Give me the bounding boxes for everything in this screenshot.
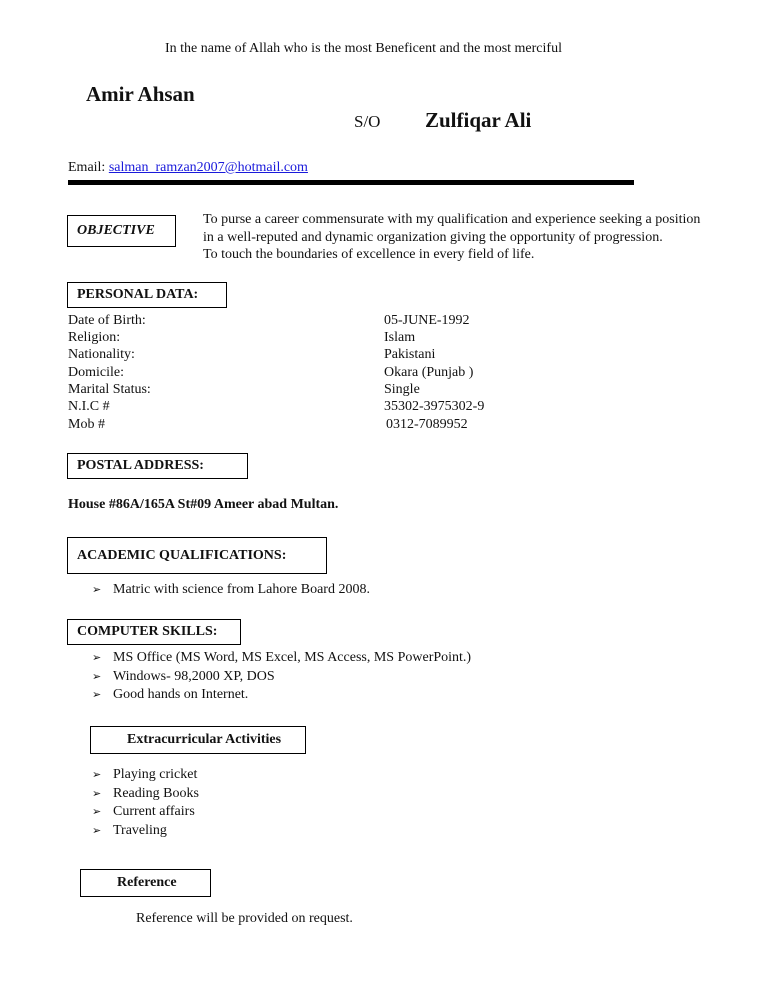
academic-list [92,581,370,600]
bismillah-line: In the name of Allah who is the most Beneficent and the most merciful [165,41,562,56]
row-value: Okara (Punjab ) [384,365,474,380]
arrow-bullet-icon: ➢ [92,652,102,664]
row-value: Single [384,382,420,397]
email-link[interactable]: salman_ramzan2007@hotmail.com [108,160,308,175]
list-item: ➢ Good hands on Internet. [92,686,471,705]
academic-heading: ACADEMIC QUALIFICATIONS: [67,537,327,574]
list-item: ➢ MS Office (MS Word, MS Excel, MS Access, MS PowerPoint.) [92,649,471,668]
personal-row-dob [68,312,518,329]
email-line [68,160,308,176]
list-item: ➢ Reading Books [92,785,199,804]
row-label: Religion: [68,330,121,345]
personal-row-nic [68,398,518,415]
personal-data-heading: PERSONAL DATA: [67,282,227,308]
personal-row-nationality [68,346,518,363]
extracurricular-list [92,766,199,841]
personal-row-mobile [68,416,518,433]
row-value: Islam [384,330,416,345]
computer-skills-heading: COMPUTER SKILLS: [67,619,241,645]
row-label: Domicile: [68,365,124,380]
son-of-label: S/O [354,112,381,131]
arrow-bullet-icon: ➢ [92,584,102,596]
row-value: 0312-7089952 [386,417,468,432]
postal-address-heading: POSTAL ADDRESS: [67,453,248,479]
objective-line: To purse a career commensurate with my qualification and experience seeking a position [203,212,701,227]
row-label: Nationality: [68,347,135,362]
row-value: 05-JUNE-1992 [384,313,470,328]
objective-heading: OBJECTIVE [67,215,176,247]
arrow-bullet-icon: ➢ [92,670,102,683]
row-label: Mob # [68,417,105,432]
list-item: ➢ Current affairs [92,803,199,822]
reference-text: Reference will be provided on request. [136,911,353,926]
row-value: Pakistani [384,347,436,362]
postal-address-text: House #86A/165A St#09 Ameer abad Multan. [68,497,339,512]
personal-row-marital [68,381,518,398]
arrow-bullet-icon: ➢ [92,825,102,838]
row-label: Marital Status: [68,382,151,397]
list-item: ➢ Windows- 98,2000 XP, DOS [92,668,471,687]
arrow-bullet-icon: ➢ [92,806,102,819]
row-label: N.I.C # [68,399,110,414]
email-label: Email: [68,160,106,175]
objective-text [203,211,700,264]
list-item: ➢ Traveling [92,822,199,841]
father-name: Zulfiqar Ali [425,108,532,132]
personal-row-religion [68,329,518,346]
computer-skills-list [92,649,471,705]
arrow-bullet-icon: ➢ [92,787,102,800]
objective-line: To touch the boundaries of excellence in every field of life. [203,247,535,262]
row-label: Date of Birth: [68,313,146,328]
extracurricular-heading: Extracurricular Activities [90,726,306,754]
header-divider [68,180,634,185]
personal-row-domicile [68,364,518,381]
arrow-bullet-icon: ➢ [92,769,102,781]
list-item: ➢ Matric with science from Lahore Board 2008. [92,581,370,600]
objective-line: in a well-reputed and dynamic organization giving the opportunity of progression. [203,229,663,245]
list-item: ➢ Playing cricket [92,766,199,785]
arrow-bullet-icon: ➢ [92,689,102,702]
candidate-name: Amir Ahsan [86,82,195,106]
row-value: 35302-3975302-9 [384,399,485,414]
reference-heading: Reference [80,869,211,897]
